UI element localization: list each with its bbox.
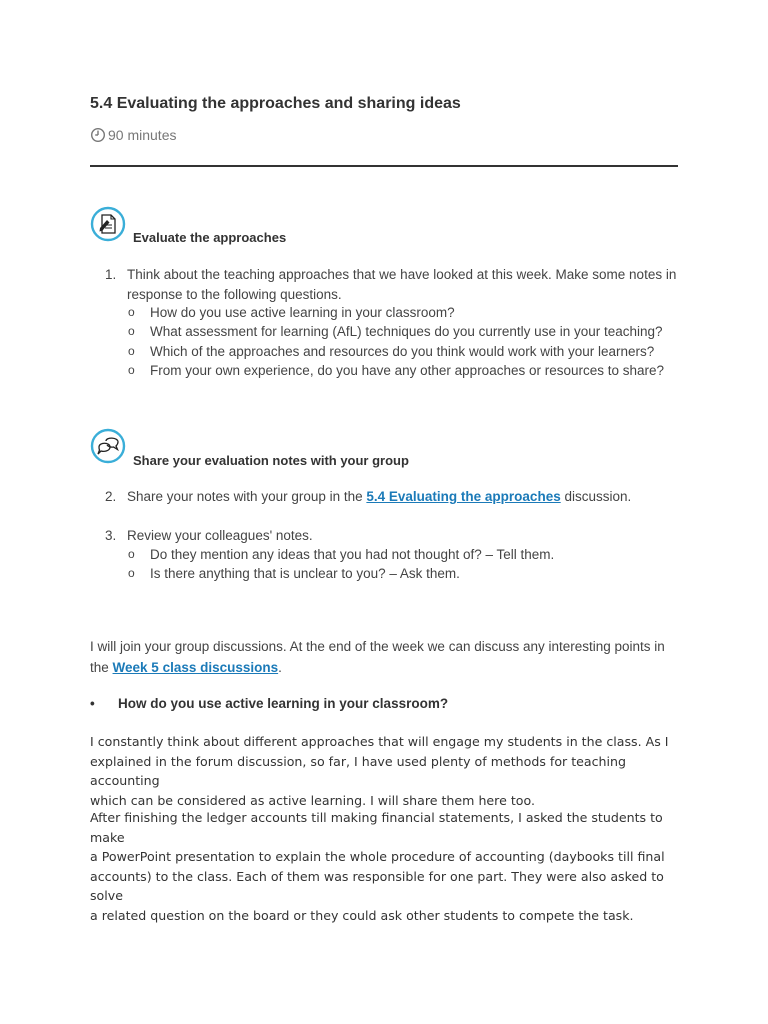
list-number: 2. (105, 489, 117, 504)
question-text: How do you use active learning in your classroom? (118, 696, 449, 711)
sub-list-marker: o (128, 305, 135, 319)
section-heading-share: Share your evaluation notes with your group (133, 453, 409, 468)
list-text: Share your notes with your group in the (127, 489, 367, 504)
speech-bubbles-icon (90, 428, 126, 464)
divider (90, 165, 678, 167)
document-pencil-icon (90, 206, 126, 242)
list-text-line: Think about the teaching approaches that we have looked at this week. Make some notes in (127, 267, 677, 282)
closing-line: I will join your group discussions. At the end of the week we can discuss any interesting points in (90, 639, 665, 654)
sub-list-text: Which of the approaches and resources do you think would work with your learners? (150, 344, 655, 359)
list-number: 3. (105, 528, 117, 543)
sub-list-text: Is there anything that is unclear to you? – Ask them. (150, 566, 460, 581)
duration (90, 127, 176, 143)
answer-paragraph (90, 732, 685, 810)
sub-list-marker: o (128, 324, 135, 338)
answer-line: explained in the forum discussion, so far, I have used plenty of methods for teaching accounting (90, 753, 626, 788)
answer-line: a related question on the board or they could ask other students to compete the task. (90, 907, 634, 923)
sub-list-text: From your own experience, do you have any other approaches or resources to share? (150, 363, 665, 378)
sub-list-marker: o (128, 547, 135, 561)
closing-text: . (278, 660, 282, 675)
answer-line: which can be considered as active learning. I will share them here too. (90, 792, 535, 808)
evaluating-approaches-link[interactable]: 5.4 Evaluating the approaches (366, 489, 561, 504)
page-title: 5.4 Evaluating the approaches and sharing ideas (90, 95, 461, 112)
list-text-line: Review your colleagues' notes. (127, 528, 313, 543)
sub-list-text: Do they mention any ideas that you had not thought of? – Tell them. (150, 547, 555, 562)
answer-paragraph (90, 808, 685, 925)
duration-text: 90 minutes (108, 127, 177, 143)
list-number: 1. (105, 267, 117, 282)
sub-list-text: How do you use active learning in your classroom? (150, 305, 455, 320)
answer-line: a PowerPoint presentation to explain the whole procedure of accounting (daybooks till final (90, 849, 665, 864)
section-heading-evaluate: Evaluate the approaches (133, 230, 287, 245)
sub-list-marker: o (128, 344, 135, 358)
list-item (105, 487, 685, 507)
answer-line: I constantly think about different approaches that will engage my students in the class. As I (90, 734, 669, 749)
bullet-marker: • (90, 696, 95, 711)
clock-icon (90, 127, 106, 143)
answer-line: After finishing the ledger accounts till making financial statements, I asked the students to make (90, 810, 663, 845)
answer-line: accounts) to the class. Each of them was responsible for one part. They were also asked to solve (90, 868, 664, 903)
sub-list-marker: o (128, 566, 135, 580)
sub-list-text: What assessment for learning (AfL) techniques do you currently use in your teaching? (150, 324, 663, 339)
closing-text: the (90, 660, 113, 675)
list-text-line: response to the following questions. (127, 287, 342, 302)
week5-discussions-link[interactable]: Week 5 class discussions (112, 660, 279, 675)
list-item (105, 526, 685, 546)
list-item (105, 265, 685, 305)
list-text-line (127, 487, 631, 507)
list-text: discussion. (560, 489, 632, 504)
sub-list-marker: o (128, 363, 135, 377)
closing-line (90, 657, 690, 678)
